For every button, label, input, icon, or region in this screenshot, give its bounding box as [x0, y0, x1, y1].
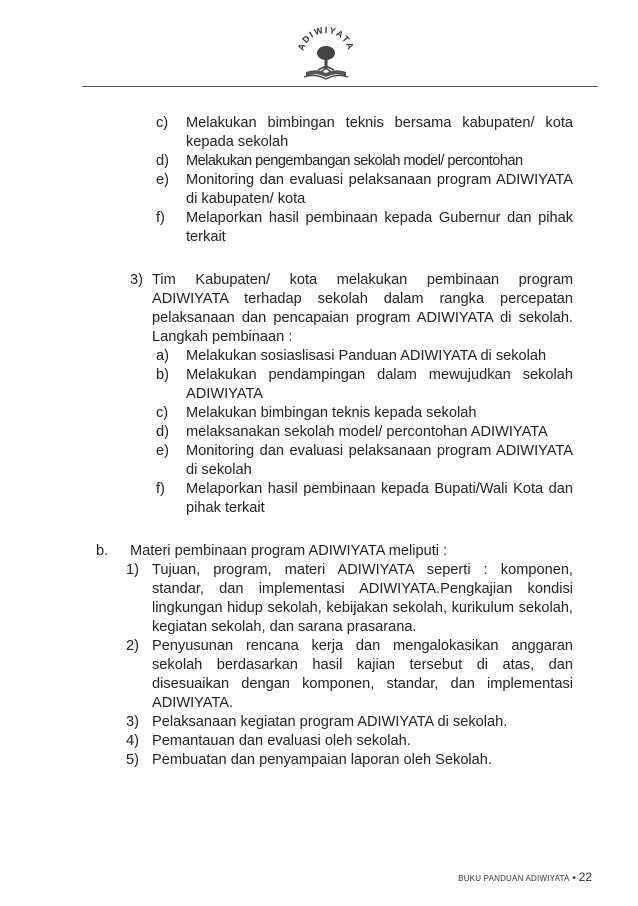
list-marker: d) [156, 153, 169, 169]
list-marker: a) [156, 348, 169, 364]
list-marker: f) [156, 210, 165, 226]
list-item [156, 171, 573, 209]
list-marker: 2) [126, 638, 139, 654]
numbered-item [126, 713, 573, 732]
logo-text: ADIWIYATA [295, 24, 357, 52]
page-footer [458, 870, 592, 884]
list-item [156, 152, 573, 171]
list-marker: d) [156, 424, 169, 440]
list-item [156, 442, 573, 480]
list-item-text: Monitoring dan evaluasi pelaksanaan program ADIWIYATA di sekolah [186, 443, 573, 478]
list-item-text: Melaporkan hasil pembinaan kepada Bupati/Wali Kota dan pihak terkait [186, 481, 573, 516]
numbered-item-text: Tim Kabupaten/ kota melakukan pembinaan program ADIWIYATA terhadap sekolah dalam rangka percepatan pelaksanaan dan pencapaian program ADIWIYATA di sekolah. Langkah pembinaan : [152, 272, 573, 345]
list-item [156, 423, 573, 442]
list-item-text: Melakukan bimbingan teknis kepada sekolah [186, 405, 477, 421]
numbered-item-text: Tujuan, program, materi ADIWIYATA seperti : komponen, standar, dan implementasi ADIWIYATA.Pengkajian kondisi lingkungan hidup sekolah, kebijakan sekolah, kurikulum sekolah, kegiatan sekolah, dan sarana prasarana. [152, 562, 573, 635]
list-item-text: Melakukan sosiaslisasi Panduan ADIWIYATA di sekolah [186, 348, 547, 364]
list-marker: 4) [126, 733, 139, 749]
page-number: 22 [578, 870, 592, 884]
tree-book-logo-icon [294, 22, 358, 84]
numbered-item-text: Pembuatan dan penyampaian laporan oleh Sekolah. [152, 752, 492, 768]
numbered-item-text: Penyusunan rencana kerja dan mengalokasikan anggaran sekolah berdasarkan hasil kajian tersebut di atas, dan disesuaikan dengan komponen, standar, dan implementasi ADIWIYATA. [152, 638, 573, 711]
list-marker: e) [156, 443, 169, 459]
numbered-item-text: Pemantauan dan evaluasi oleh sekolah. [152, 733, 411, 749]
footer-separator: • [572, 873, 576, 884]
numbered-item [126, 561, 573, 637]
numbered-item [130, 271, 573, 347]
numbered-item [126, 751, 573, 770]
section-heading [96, 542, 573, 561]
list-item-text: Melakukan pendampingan dalam mewujudkan sekolah ADIWIYATA [186, 367, 573, 402]
list-marker: 3) [130, 272, 143, 288]
list-item [156, 480, 573, 518]
section-marker: b. [96, 543, 109, 559]
list-marker: 1) [126, 562, 139, 578]
list-item-text: melaksanakan sekolah model/ percontohan ADIWIYATA [186, 424, 548, 440]
list-item-text: Melakukan bimbingan teknis bersama kabupaten/ kota kepada sekolah [186, 115, 573, 150]
list-item [156, 347, 573, 366]
list-item [156, 404, 573, 423]
footer-book-title: BUKU PANDUAN ADIWIYATA [458, 874, 570, 883]
list-marker: f) [156, 481, 165, 497]
adiwiyata-logo [294, 22, 358, 84]
list-item-text: Melakukan pengembangan sekolah model/ percontohan [186, 153, 523, 169]
numbered-item-text: Pelaksanaan kegiatan program ADIWIYATA di sekolah. [152, 714, 508, 730]
numbered-item [126, 732, 573, 751]
list-item [156, 366, 573, 404]
numbered-item [126, 637, 573, 713]
list-item [156, 209, 573, 247]
list-item-text: Monitoring dan evaluasi pelaksanaan program ADIWIYATA di kabupaten/ kota [186, 172, 573, 207]
list-item [156, 114, 573, 152]
list-marker: c) [156, 405, 169, 421]
list-marker: 5) [126, 752, 139, 768]
list-item-text: Melaporkan hasil pembinaan kepada Gubernur dan pihak terkait [186, 210, 573, 245]
header-divider [82, 86, 598, 87]
section-heading-text: Materi pembinaan program ADIWIYATA meliputi : [130, 543, 448, 559]
list-marker: b) [156, 367, 169, 383]
list-marker: e) [156, 172, 169, 188]
list-marker: 3) [126, 714, 139, 730]
list-marker: c) [156, 115, 169, 131]
